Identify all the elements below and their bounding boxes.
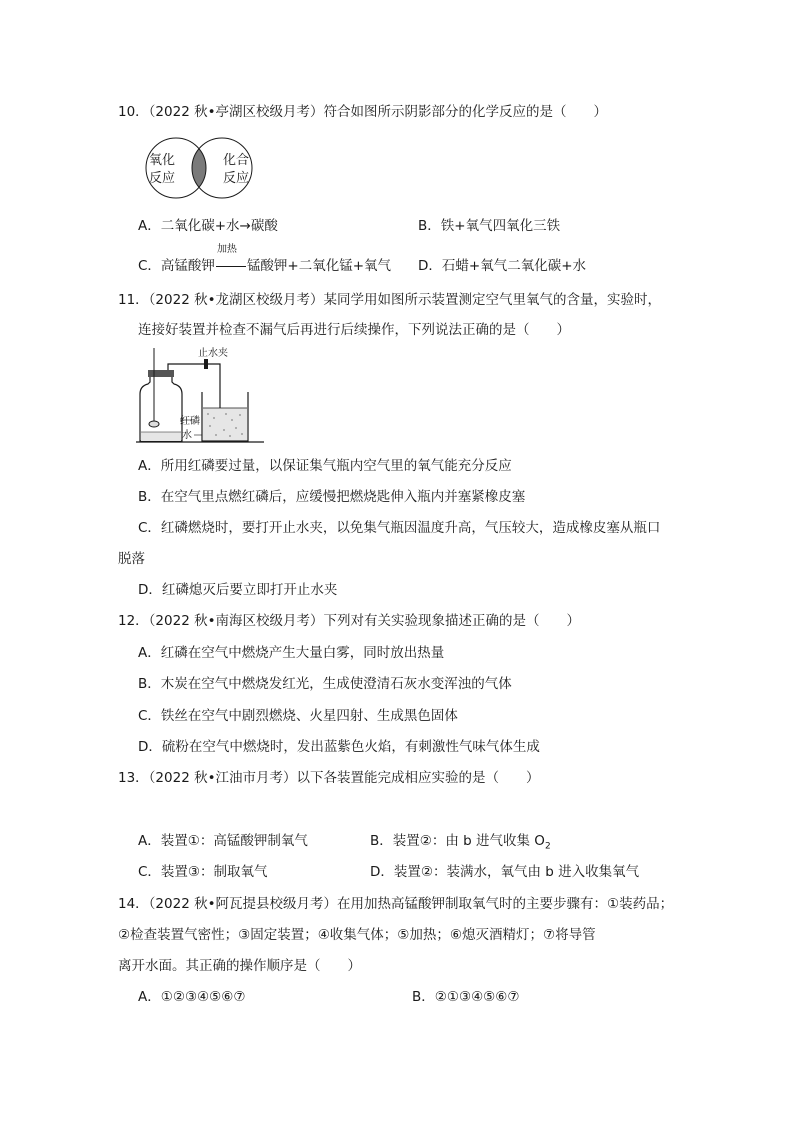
q13-option-d: D．装置②：装满水，氧气由 b 进入收集氧气: [370, 864, 640, 880]
q12-option-d: D．硫粉在空气中燃烧时，发出蓝紫色火焰，有刺激性气味气体生成: [138, 739, 540, 755]
venn-left-label-1: 氧化: [149, 153, 176, 168]
q11-option-a: A．所用红磷要过量，以保证集气瓶内空气里的氧气能充分反应: [138, 458, 512, 474]
q13-option-c: C．装置③：制取氧气: [138, 864, 268, 880]
phosphorus-label: 红磷: [180, 416, 200, 427]
oxygen-apparatus-figure: [136, 346, 268, 444]
q12-stem: 12．（2022 秋•南海区校级月考）下列对有关实验现象描述正确的是（ ）: [118, 613, 581, 629]
q10-option-b: B．铁+氧气四氧化三铁: [418, 218, 561, 234]
q14-stem-line1: 14．（2022 秋•阿瓦提县校级月考）在用加热高锰酸钾制取氧气时的主要步骤有：①装药品；: [118, 896, 674, 912]
venn-right-label-2: 反应: [223, 171, 250, 186]
q14-option-a: A．①②③④⑤⑥⑦: [138, 989, 246, 1005]
q14-stem-line3: 离开水面。其正确的操作顺序是（ ）: [118, 958, 361, 974]
q13-option-b: B．装置②：由 b 进气收集 $O_2$: [370, 833, 551, 852]
q11-stem-line2: 连接好装置并检查不漏气后再进行后续操作，下列说法正确的是（ ）: [138, 322, 570, 338]
q13-option-a: A．装置①：高锰酸钾制氧气: [138, 833, 308, 849]
q11-stem-line1: 11．（2022 秋•龙湖区校级月考）某同学用如图所示装置测定空气里氧气的含量，实验时，: [118, 292, 662, 308]
beaker-water: [203, 408, 247, 440]
venn-left-label-2: 反应: [149, 171, 176, 186]
q12-option-c: C．铁丝在空气中剧烈燃烧、火星四射、生成黑色固体: [138, 708, 458, 724]
venn-diagram: [136, 136, 266, 200]
q10-stem: 10．（2022 秋•亭湖区校级月考）符合如图所示阴影部分的化学反应的是（ ）: [118, 104, 608, 120]
q13-stem: 13．（2022 秋•江油市月考）以下各装置能完成相应实验的是（ ）: [118, 770, 540, 786]
heat-label: 加热: [216, 244, 237, 255]
burning-spoon: [149, 421, 159, 427]
q11-option-b: B．在空气里点燃红磷后，应缓慢把燃烧匙伸入瓶内并塞紧橡皮塞: [138, 489, 526, 505]
water-label: 水: [182, 430, 192, 441]
q11-option-d: D．红磷熄灭后要立即打开止水夹: [138, 582, 338, 598]
venn-right-label-1: 化合: [223, 153, 250, 168]
water-clamp: [204, 359, 208, 369]
q10-option-a: A．二氧化碳+水→碳酸: [138, 218, 278, 234]
q11-option-c-line1: C．红磷燃烧时，要打开止水夹，以免集气瓶因温度升高，气压较大，造成橡皮塞从瓶口: [138, 520, 661, 536]
q14-stem-line2: ②检查装置气密性；③固定装置；④收集气体；⑤加热；⑥熄灭酒精灯；⑦将导管: [118, 927, 596, 943]
q10-option-c: C．高锰酸钾 加热 锰酸钾+二氧化锰+氧气: [138, 244, 392, 274]
q14-option-b: B．②①③④⑤⑥⑦: [412, 989, 520, 1005]
q12-option-b: B．木炭在空气中燃烧发红光，生成使澄清石灰水变浑浊的气体: [138, 676, 512, 692]
q12-option-a: A．红磷在空气中燃烧产生大量白雾，同时放出热量: [138, 645, 445, 661]
q10-option-d: D．石蜡+氧气二氧化碳+水: [418, 258, 587, 274]
clamp-label: 止水夹: [198, 348, 228, 359]
q11-option-c-line2: 脱落: [118, 551, 145, 567]
